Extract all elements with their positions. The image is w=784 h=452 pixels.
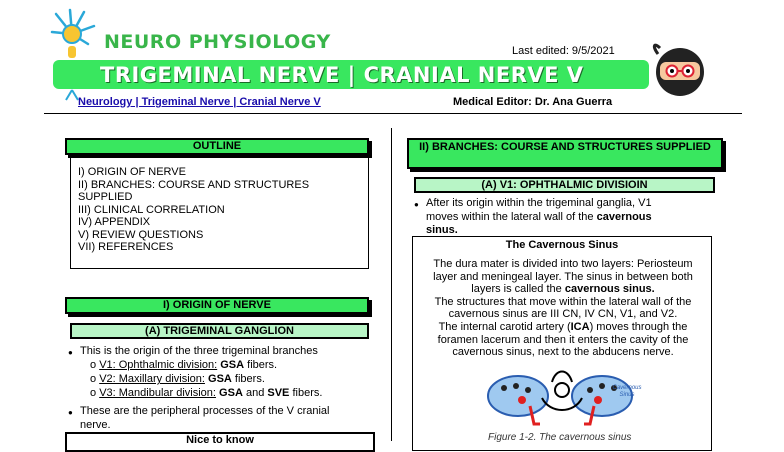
cavernous-p1 — [422, 258, 704, 296]
outline-item[interactable]: III) CLINICAL CORRELATION — [78, 203, 225, 216]
branch-rest: fibers. — [234, 373, 265, 385]
outline-item[interactable]: VII) REFERENCES — [78, 241, 174, 253]
fiber-type: SVE — [267, 387, 290, 399]
trigeminal-ganglion-subheading — [70, 323, 369, 339]
outline-list — [78, 166, 309, 254]
branch-and: and — [245, 387, 265, 399]
trigeminal-ganglion-text: (A) TRIGEMINAL GANGLION — [145, 325, 294, 337]
origin-bullet-2-text: These are the peripheral processes of the V cranial nerve. — [80, 405, 330, 431]
fiber-type: GSA — [220, 359, 245, 371]
outline-heading-text: OUTLINE — [192, 140, 242, 152]
branch-label: V1: Ophthalmic division: — [99, 359, 218, 371]
header-divider — [44, 113, 742, 114]
cavernous-p3-c: ) moves through the foramen lacerum and then it enters the cavity of the cavernous sinus, next to the abducens nerve. — [437, 320, 689, 359]
column-divider — [391, 128, 392, 441]
nice-to-know-title: Nice to know — [186, 434, 254, 446]
cavernous-p2: The structures that move within the lateral wall of the cavernous sinus are III CN, IV CN, V1, and V2. — [434, 295, 692, 321]
page-title: TRIGEMINAL NERVE | CRANIAL NERVE V — [100, 63, 584, 87]
outline-item[interactable]: SUPPLIED — [78, 191, 133, 203]
cavernous-sinus-paragraphs — [422, 258, 704, 359]
cavernous-sinus-title: The Cavernous Sinus — [505, 239, 619, 251]
breadcrumb-link[interactable]: Neurology | Trigeminal Nerve | Cranial Nerve V — [78, 96, 321, 108]
branch-rest: fibers. — [247, 359, 278, 371]
origin-heading — [65, 297, 369, 314]
cavernous-p1-text: The dura mater is divided into two layers: Periosteum layer and meningeal layer. The sinus in between both layers is called the — [433, 258, 693, 296]
branches-heading — [407, 138, 723, 169]
branch-prefix: o — [90, 373, 97, 385]
branch-label: V3: Mandibular division: — [99, 387, 216, 399]
fiber-type: GSA — [219, 387, 243, 399]
ophthalmic-subheading-text: (A) V1: OPHTHALMIC DIVISIOIN — [481, 179, 648, 191]
last-edited: Last edited: 9/5/2021 — [512, 45, 615, 57]
outline-heading — [65, 138, 369, 155]
branch-rest: fibers. — [292, 387, 323, 399]
subject-title: NEURO PHYSIOLOGY — [104, 31, 331, 53]
branch-item-v2 — [90, 373, 265, 387]
outline-item[interactable]: II) BRANCHES: COURSE AND STRUCTURES — [78, 178, 310, 191]
ophthalmic-bullet-bold: cavernous sinus. — [426, 210, 652, 236]
cavernous-p1-bold: cavernous sinus. — [564, 283, 655, 296]
branch-prefix: o — [90, 387, 97, 399]
ninja-mascot-icon — [650, 40, 710, 100]
branch-item-v3 — [90, 387, 322, 401]
medical-editor: Medical Editor: Dr. Ana Guerra — [453, 96, 613, 108]
ophthalmic-subheading — [414, 177, 715, 193]
neuron-logo — [44, 4, 100, 104]
origin-bullet-1 — [80, 345, 370, 359]
cavernous-p3-ica: ICA — [570, 320, 590, 333]
origin-heading-text: I) ORIGIN OF NERVE — [163, 299, 271, 311]
origin-bullet-2 — [80, 405, 348, 432]
outline-item[interactable]: V) REVIEW QUESTIONS — [78, 228, 204, 241]
branches-heading-text: II) BRANCHES: COURSE AND STRUCTURES SUPPLIED — [419, 141, 711, 153]
cavernous-p3-a: The internal carotid artery ( — [438, 320, 571, 333]
fiber-type: GSA — [208, 373, 232, 385]
ophthalmic-bullet — [426, 197, 676, 238]
figure-label: Cavernous Sinus — [612, 385, 642, 398]
figure-caption: Figure 1-2. The cavernous sinus — [488, 432, 632, 443]
origin-bullet-1-text: This is the origin of the three trigeminal branches — [80, 345, 318, 357]
cavernous-p3 — [422, 321, 704, 359]
outline-item[interactable]: I) ORIGIN OF NERVE — [78, 166, 186, 178]
ophthalmic-bullet-text: After its origin within the trigeminal ganglia, V1 moves within the lateral wall of the — [426, 197, 652, 223]
branch-item-v1 — [90, 359, 277, 373]
branch-label: V2: Maxillary division: — [99, 373, 205, 385]
branch-prefix: o — [90, 359, 97, 371]
outline-item[interactable]: IV) APPENDIX — [78, 216, 151, 228]
